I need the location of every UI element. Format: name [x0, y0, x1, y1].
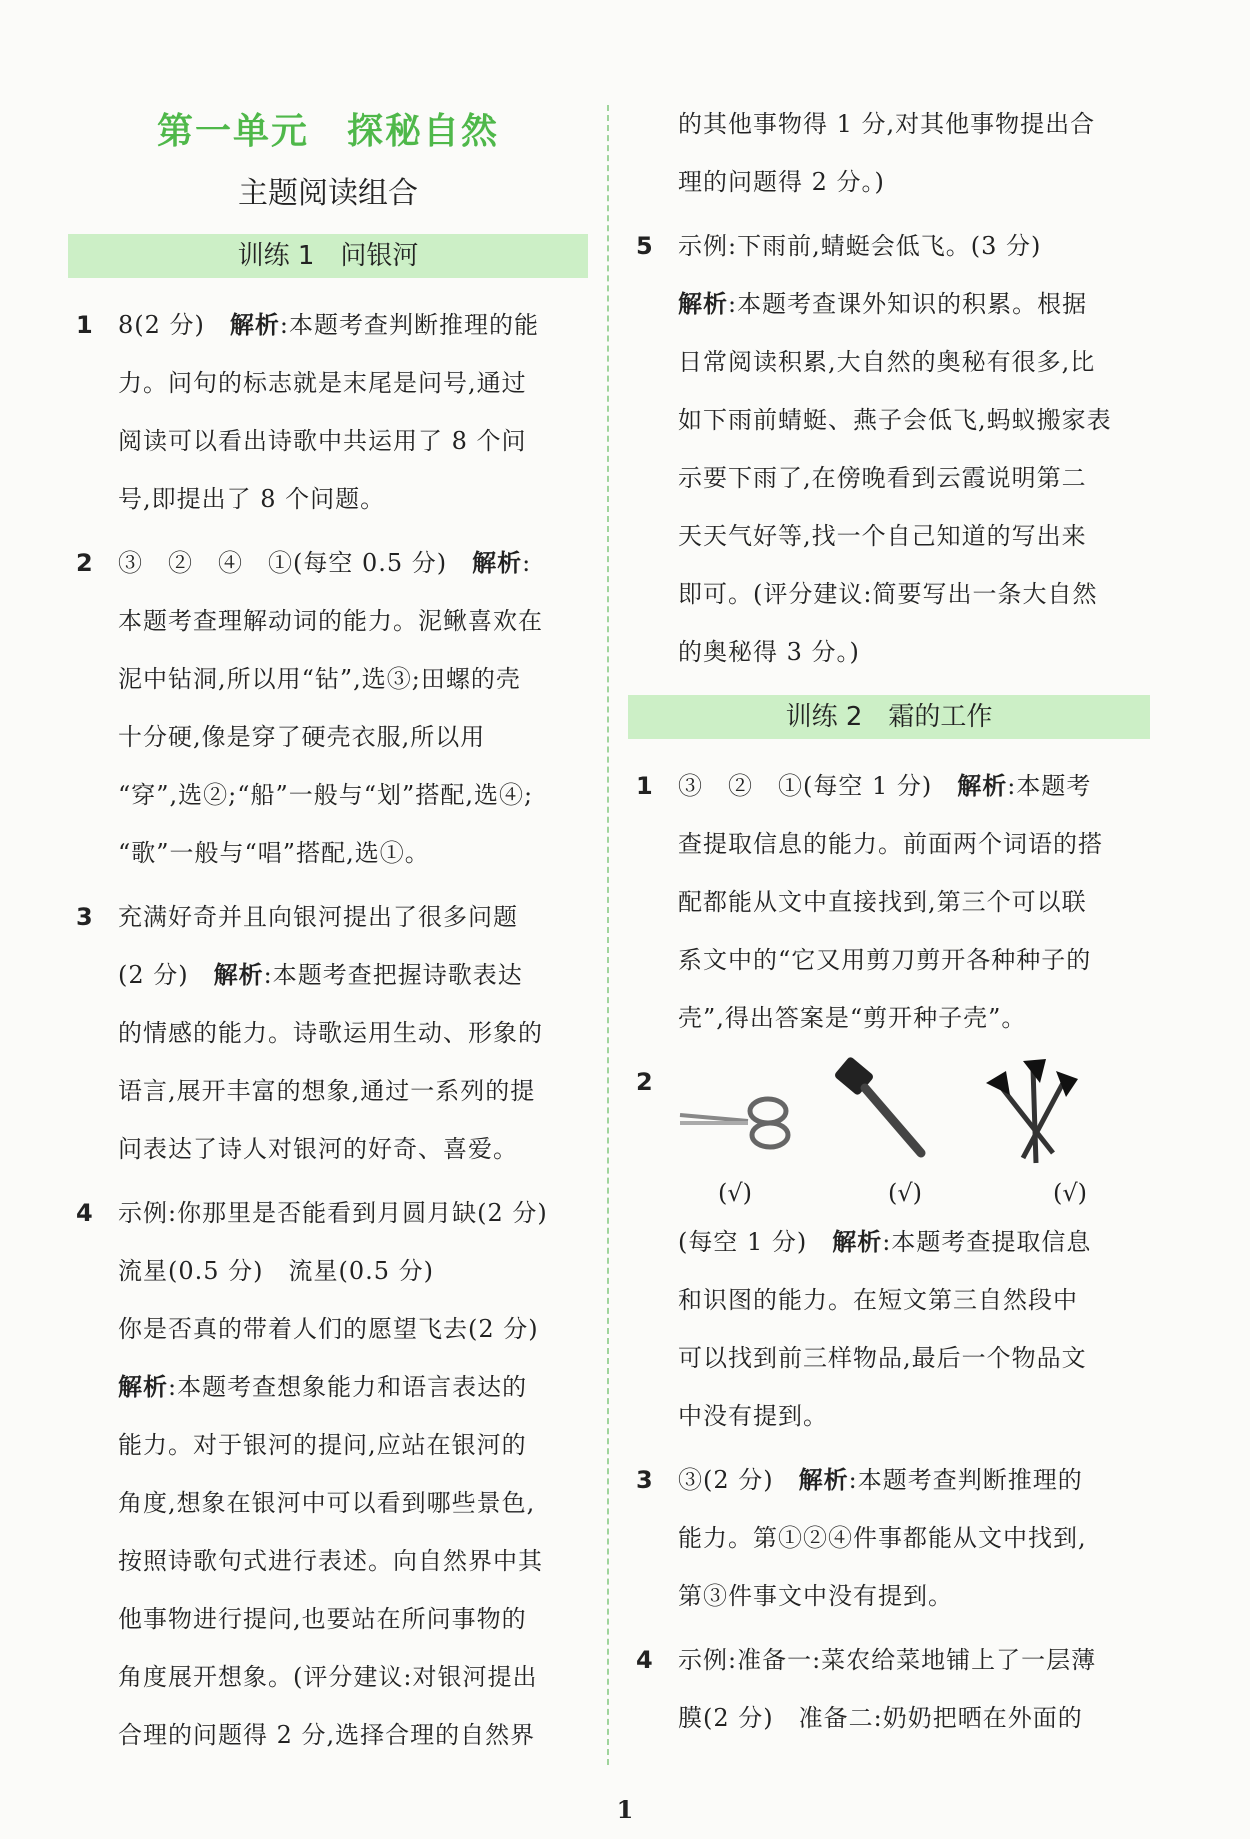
page-number: 1 [616, 1795, 634, 1824]
exercise-2-header: 训练 2 霜的工作 [628, 695, 1150, 739]
section-title: 主题阅读组合 [238, 176, 418, 211]
answer-2: 2 ③ ② ④ ①(每空 0.5 分) 解析: 本题考查理解动词的能力。泥鳅喜欢在 泥中钻洞,所以用“钻”,选③;田螺的壳 十分硬,像是穿了硬壳衣服,所以用 “穿”,选②;“船”一般与“划”搭配,选④; “歌”一般与“唱”搭配,选①。 [68, 534, 588, 882]
t2-answer-2: 2 (√) (√) (√) (每空 1 分) 解析:本题考查提取信息 和识图的能力。在短文第三自然段中 可以找到前三样物品,最后一个物品文 中没有提到。 [628, 1053, 1150, 1445]
answer-1: 1 8(2 分) 解析:本题考查判断推理的能 力。问句的标志就是末尾是问号,通过 阅读可以看出诗歌中共运用了 8 个问 号,即提出了 8 个问题。 [68, 296, 588, 528]
question-number: 2 [636, 1068, 653, 1096]
brushes-icon [978, 1053, 1088, 1173]
question-number: 5 [636, 232, 653, 260]
question-number: 3 [76, 903, 93, 931]
t2-answer-4: 4 示例:准备一:菜农给菜地铺上了一层薄 膜(2 分) 准备二:奶奶把晒在外面的 [628, 1631, 1150, 1747]
check-marks [678, 1173, 1150, 1213]
question-number: 4 [636, 1646, 653, 1674]
answer-5: 5 示例:下雨前,蜻蜓会低飞。(3 分) 解析:本题考查课外知识的积累。根据 日常阅读积累,大自然的奥秘有很多,比 如下雨前蜻蜓、燕子会低飞,蚂蚁搬家表 示要下雨了,在傍晚看到云霞说明第二 天天气好等,找一个自己知道的写出来 即可。(评分建议:简要写出一条大自然 的奥秘得 3 分。) [628, 217, 1150, 681]
t2-answer-1: 1 ③ ② ①(每空 1 分) 解析:本题考 查提取信息的能力。前面两个词语的搭 配都能从文中直接找到,第三个可以联 系文中的“它又用剪刀剪开各种种子的 壳”,得出答案是“剪开种子壳”。 [628, 757, 1150, 1047]
question-number: 1 [76, 311, 93, 339]
answer-4-continued: 的其他事物得 1 分,对其他事物提出合 理的问题得 2 分。) [678, 110, 1096, 196]
check-mark: (√) [718, 1179, 753, 1207]
question-number: 2 [76, 549, 93, 577]
answer-3: 3 充满好奇并且向银河提出了很多问题 (2 分) 解析:本题考查把握诗歌表达 的情感的能力。诗歌运用生动、形象的 语言,展开丰富的想象,通过一系列的提 问表达了诗人对银河的好奇、喜爱。 [68, 888, 588, 1178]
question-number: 1 [636, 772, 653, 800]
left-column [68, 95, 588, 1770]
column-divider [607, 105, 609, 1765]
exercise-1-header: 训练 1 问银河 [68, 234, 588, 278]
unit-title: 第一单元 探秘自然 [156, 111, 499, 152]
hammer-icon [833, 1053, 933, 1163]
question-number: 3 [636, 1466, 653, 1494]
scissors-icon [678, 1093, 798, 1153]
answer-4: 4 示例:你那里是否能看到月圆月缺(2 分) 流星(0.5 分) 流星(0.5 分) 你是否真的带着人们的愿望飞去(2 分) 解析:本题考查想象能力和语言表达的 能力。对于银河的提问,应站在银河的 角度,想象在银河中可以看到哪些景色, 按照诗歌句式进行表述。向自然界中其 他事物进行提问,也要站在所问事物的 角度展开想象。(评分建议:对银河提出 合理的问题得 2 分,选择合理的自然界 [68, 1184, 588, 1764]
check-mark: (√) [888, 1179, 923, 1207]
right-column [628, 95, 1150, 1753]
t2-answer-3: 3 ③(2 分) 解析:本题考查判断推理的 能力。第①②④件事都能从文中找到, 第③件事文中没有提到。 [628, 1451, 1150, 1625]
tool-images [678, 1053, 1150, 1173]
question-number: 4 [76, 1199, 93, 1227]
check-mark: (√) [1053, 1179, 1088, 1207]
